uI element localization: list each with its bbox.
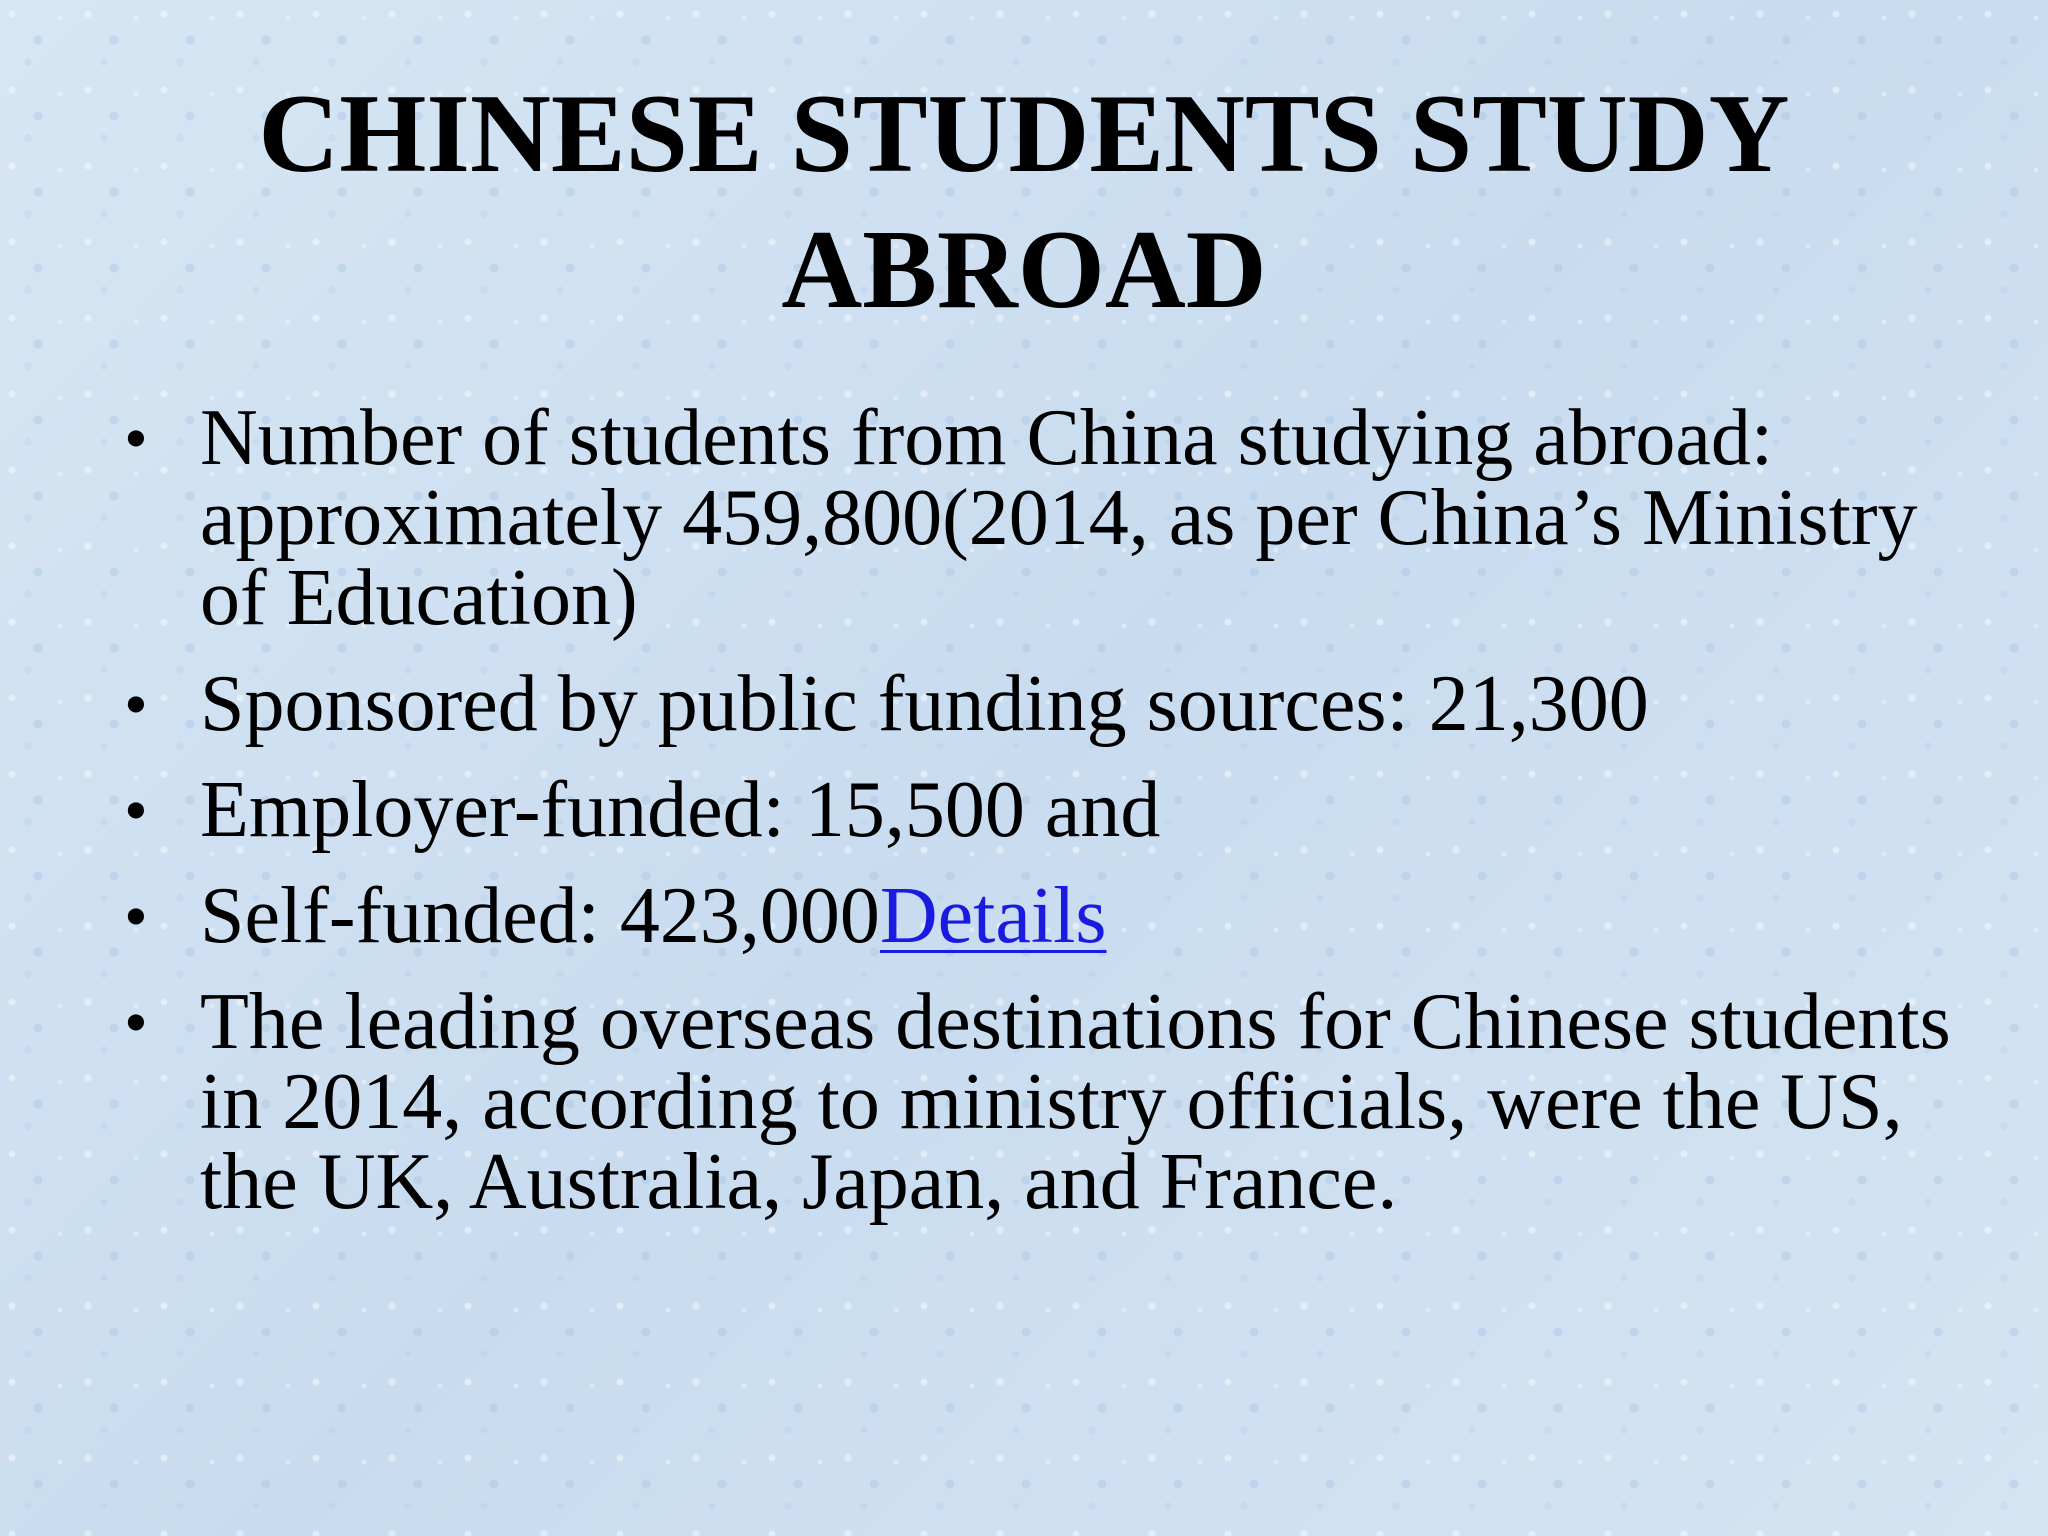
bullet-item [120,872,1980,960]
bullet-item [120,660,1980,748]
bullet-dot-icon: • [124,666,148,742]
bullet-text: The leading overseas destinations for Chinese students in 2014, according to ministry officials, were the US, the UK, Australia, Japan, and France. [200,978,1951,1226]
slide-title: CHINESE STUDENTS STUDY ABROAD [258,72,1790,332]
bullet-dot-icon: • [124,400,148,476]
bullet-item [120,394,1980,642]
details-link[interactable]: Details [879,872,1107,960]
bullet-item [120,766,1980,854]
bullet-dot-icon: • [124,984,148,1060]
bullet-item [120,978,1980,1226]
bullet-list [120,394,1980,1248]
bullet-text: Sponsored by public funding sources: 21,300 [200,660,1649,748]
bullet-text: Number of students from China studying abroad: approximately 459,800(2014, as per China’s Ministry of Education) [200,394,1918,642]
bullet-dot-icon: • [124,878,148,954]
bullet-text: Employer-funded: 15,500 and [200,766,1161,854]
bullet-text: Self-funded: 423,000 [200,872,880,960]
bullet-dot-icon: • [124,772,148,848]
